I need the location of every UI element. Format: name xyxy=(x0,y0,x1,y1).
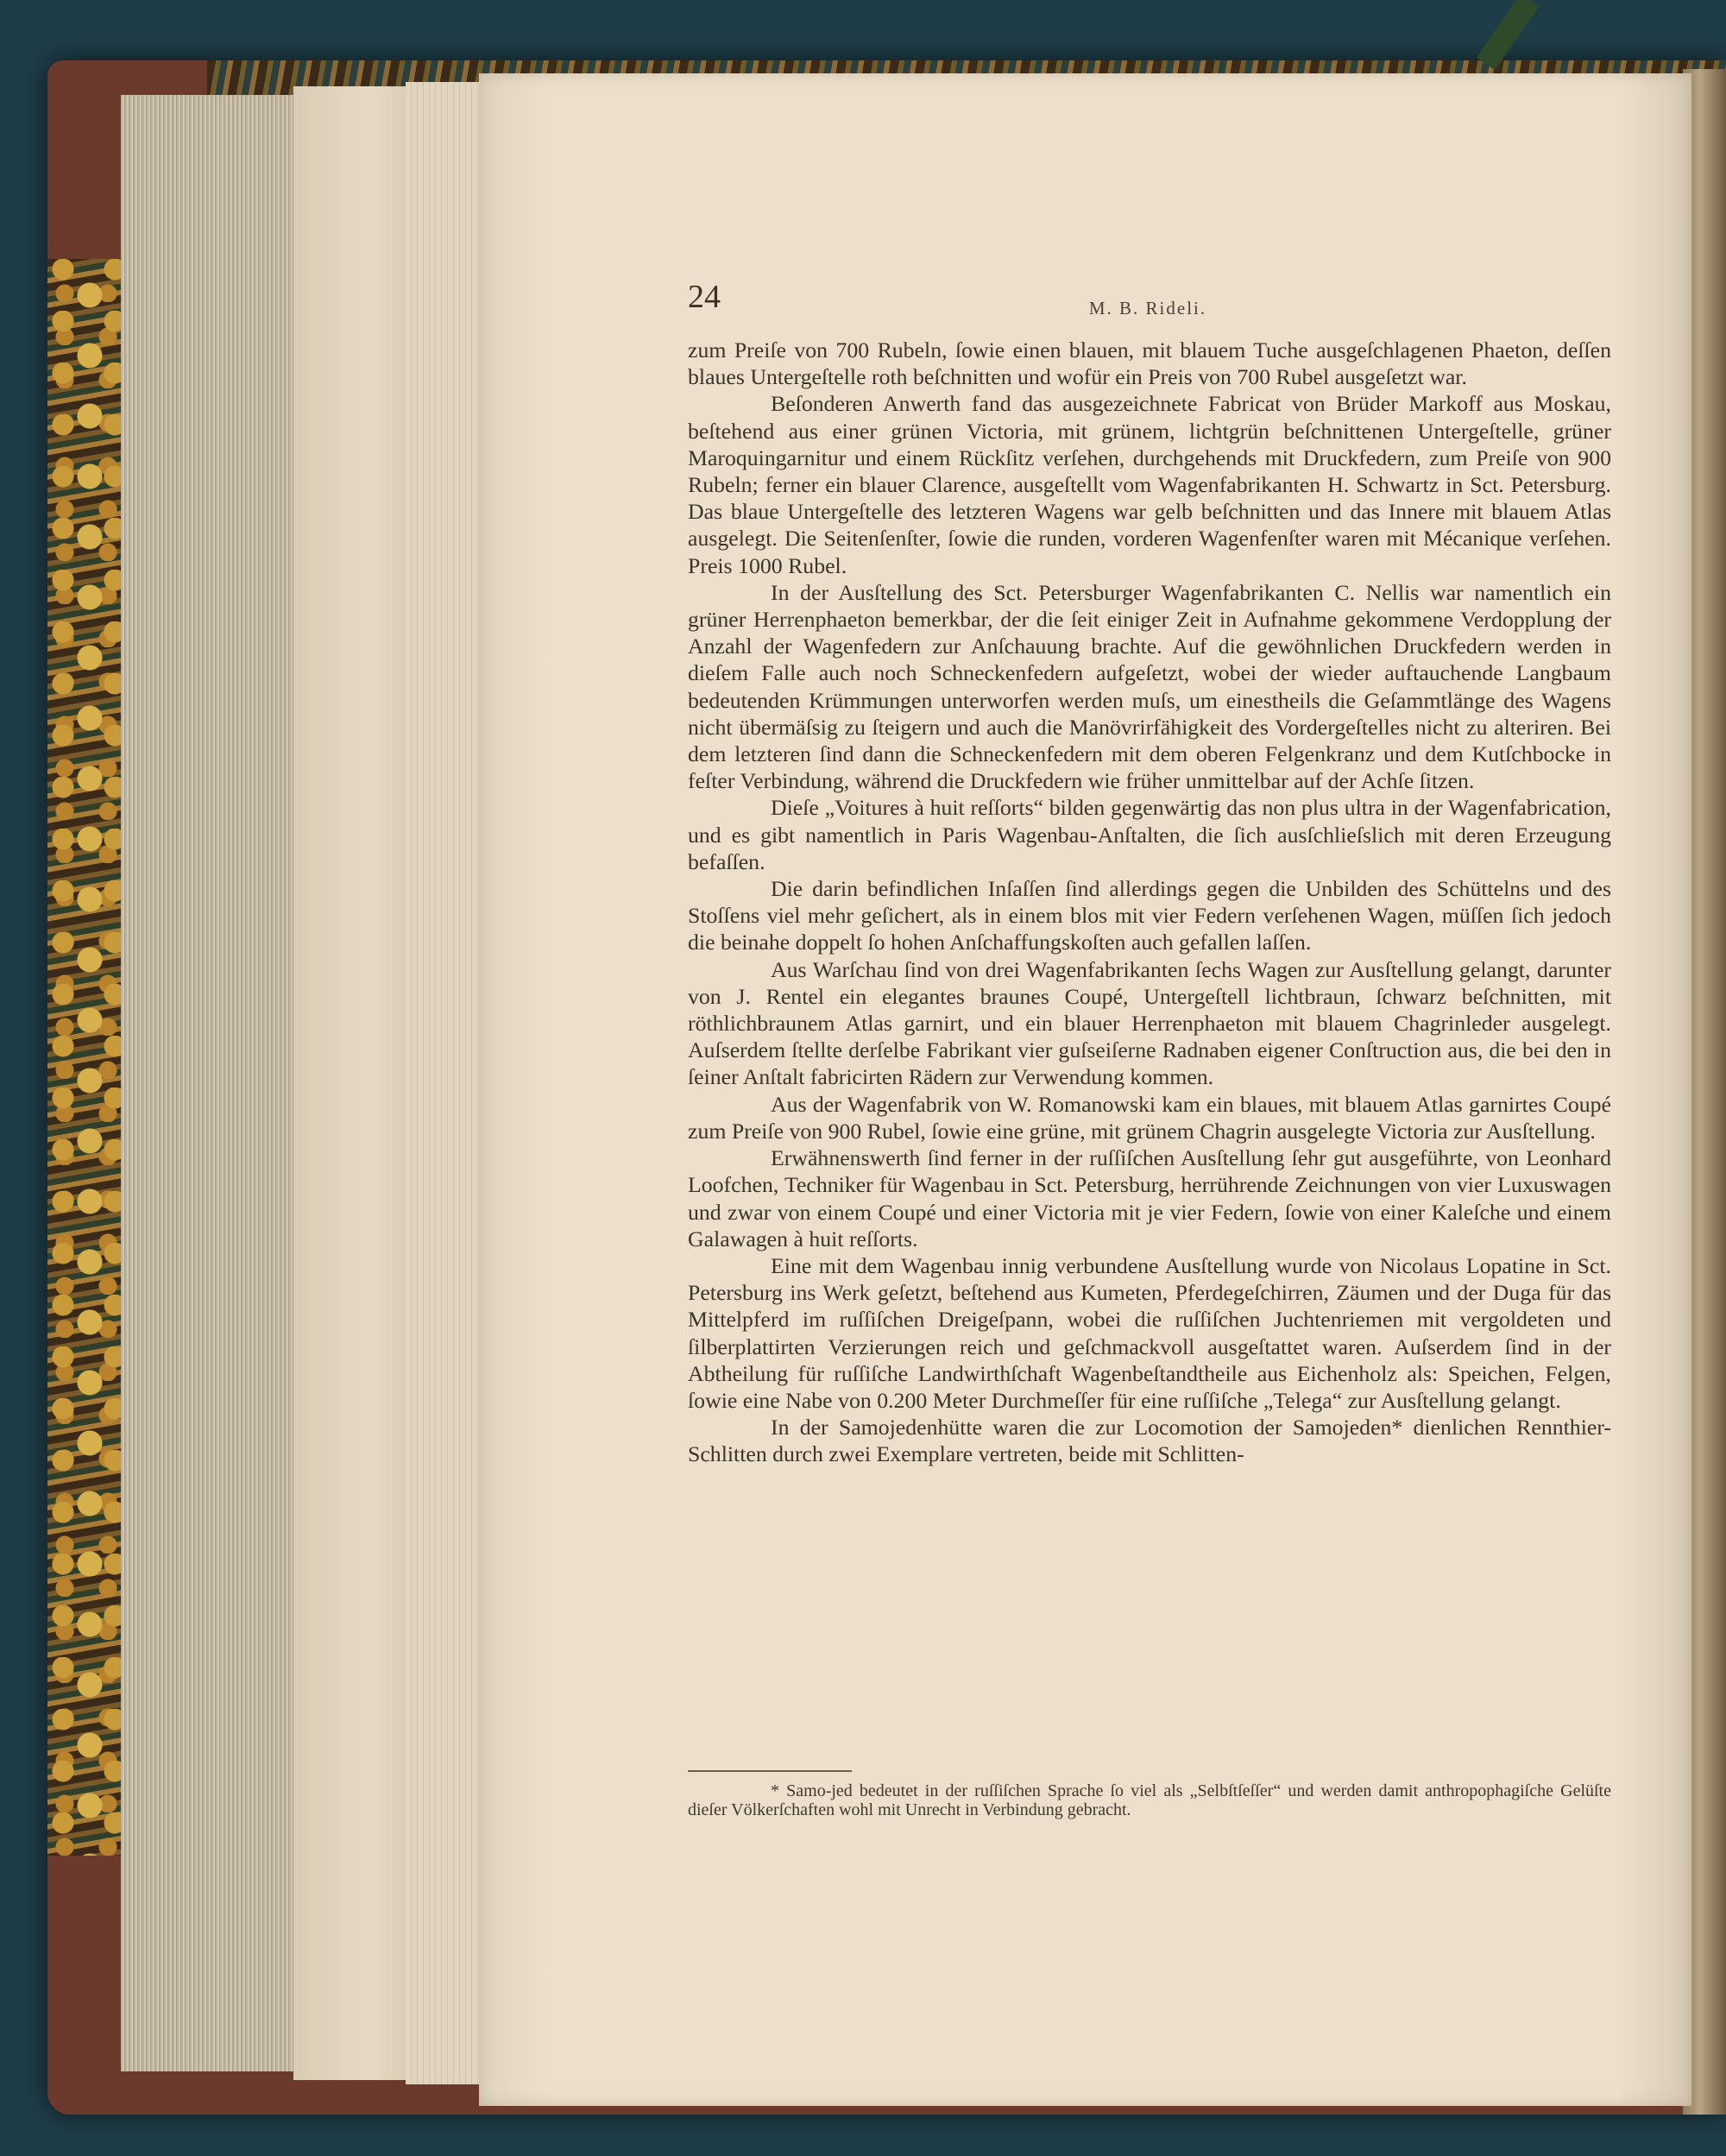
paragraph: Eine mit dem Wagenbau innig verbundene Ausſtellung wurde von Nicolaus Lopatine in Sct. Petersburg ins Werk geſetzt, beſtehend aus Kumeten, Pferdegeſchirren, Zäumen und der Duga für das Mittelpferd im ruſſiſchen Dreigeſpann, wobei die ruſſiſchen Juchtenriemen mit vergoldeten und ſilberplattirten Verzierungen reich und geſchmackvoll ausgeſtattet waren. Auſserdem ſind in der Abtheilung für ruſſiſche Landwirthſchaft Wagenbeſtandtheile aus Eichenholz als: Speichen, Felgen, ſowie eine Nabe von 0.200 Meter Durchmeſſer für eine ruſſiſche „Telega“ zur Ausſtellung gelangt. xyxy=(688,1252,1611,1413)
paragraph: Dieſe „Voitures à huit reſſorts“ bilden gegenwärtig das non plus ultra in der Wagenfabrication, und es gibt namentlich in Paris Wagenbau-Anſtalten, die ſich ausſchlieſslich mit deren Erzeugung befaſſen. xyxy=(688,795,1611,874)
body-text xyxy=(688,337,1611,1468)
paragraph: Die darin befindlichen Inſaſſen ſind allerdings gegen die Unbilden des Schüttelns und des Stoſſens viel mehr geſichert, als in einem blos mit vier Federn verſehenen Wagen, müſſen ſich jedoch die beinahe doppelt ſo hohen Anſchaffungskoſten auch gefallen laſſen. xyxy=(688,876,1611,955)
marbled-endpaper xyxy=(47,259,129,1856)
paragraph: Aus der Wagenfabrik von W. Romanowski kam ein blaues, mit blauem Atlas garnirtes Coupé zum Preiſe von 900 Rubel, ſowie eine grüne, mit grünem Chagrin ausgelegte Victoria zur Ausſtellung. xyxy=(688,1091,1611,1144)
footnote-rule xyxy=(688,1770,852,1772)
paragraph: zum Preiſe von 700 Rubeln, ſowie einen blauen, mit blauem Tuche ausgeſchlagenen Phaeton, deſſen blaues Untergeſtelle roth beſchnitten und wofür ein Preis von 700 Rubel ausgeſetzt war. xyxy=(688,337,1611,390)
paragraph: In der Samojedenhütte waren die zur Locomotion der Samojeden* dienlichen Rennthier-Schlitten durch zwei Exemplare vertreten, beide mit Schlitten- xyxy=(688,1415,1611,1467)
running-head: M. B. Rideli. xyxy=(1088,298,1207,318)
page-block-edges xyxy=(121,95,311,2071)
ribbon-bookmark xyxy=(1477,0,1540,70)
page-number: 24 xyxy=(688,279,721,315)
paragraph: Aus Warſchau ſind von drei Wagenfabrikanten ſechs Wagen zur Ausſtellung gelangt, darunter von J. Rentel ein elegantes braunes Coupé, Untergeſtell lichtbraun, ſchwarz beſchnitten, mit röthlichbraunem Atlas garnirt, und ein blauer Herrenphaeton mit blauem Chagrinleder ausgelegt. Auſserdem ſtellte derſelbe Fabrikant vier guſseiſerne Radnaben eigener Conſtruction aus, die bei den in ſeiner Anſtalt fabricirten Rädern zur Verwendung kommen. xyxy=(688,956,1611,1090)
paragraph: In der Ausſtellung des Sct. Petersburger Wagenfabrikanten C. Nellis war namentlich ein grüner Herrenphaeton bemerkbar, der die ſeit einiger Zeit in Aufnahme gekommene Verdopplung der Anzahl der Wagenfedern zur Anſchauung brachte. Auf die gewöhnlichen Druckfedern werden in dieſem Falle auch noch Schneckenfedern aufgeſetzt, wobei der wieder auftauchende Langbaum bedeutenden Krümmungen unterworfen werden muſs, um einestheils die Geſammtlänge des Wagens nicht übermäſsig zu ſteigern und auch die Manövrirfähigkeit des Vordergeſtelles nicht zu alteriren. Bei dem letzteren ſind dann die Schneckenfedern mit dem oberen Felgenkranz und dem Kutſchbocke in feſter Verbindung, während die Druckfedern wie früher unmittelbar auf der Achſe ſitzen. xyxy=(688,579,1611,794)
paragraph: Erwähnenswerth ſind ferner in der ruſſiſchen Ausſtellung ſehr gut ausgeführte, von Leonhard Loofchen, Techniker für Wagenbau in Sct. Petersburg, herrührende Zeichnungen von vier Luxuswagen und zwar von einem Coupé und einer Victoria mit je vier Federn, ſowie von einer Kaleſche und einem Galawagen à huit reſſorts. xyxy=(688,1145,1611,1251)
page-leaf xyxy=(293,86,423,2080)
footnote: * Samo-jed bedeutet in der ruſſiſchen Sprache ſo viel als „Selbſtſeſſer“ und werden damit anthropophagiſche Gelüſte dieſer Völkerſchaften wohl mit Unrecht in Verbindung gebracht. xyxy=(688,1781,1611,1819)
paragraph: Beſonderen Anwerth fand das ausgezeichnete Fabricat von Brüder Markoff aus Moskau, beſtehend aus einer grünen Victoria, mit grünem, lichtgrün beſchnittenen Untergeſtelle, grüner Maroquingarnitur und einem Rückſitz verſehen, durchgehends mit Druckfedern, zum Preiſe von 900 Rubeln; ferner ein blauer Clarence, ausgeſtellt vom Wagenfabrikanten H. Schwartz in Sct. Petersburg. Das blaue Untergeſtelle des letzteren Wagens war gelb beſchnitten und das Innere mit blauem Atlas ausgelegt. Die Seitenſenſter, ſowie die runden, vorderen Wagenfenſter waren mit Mécanique verſehen. Preis 1000 Rubel. xyxy=(688,391,1611,578)
